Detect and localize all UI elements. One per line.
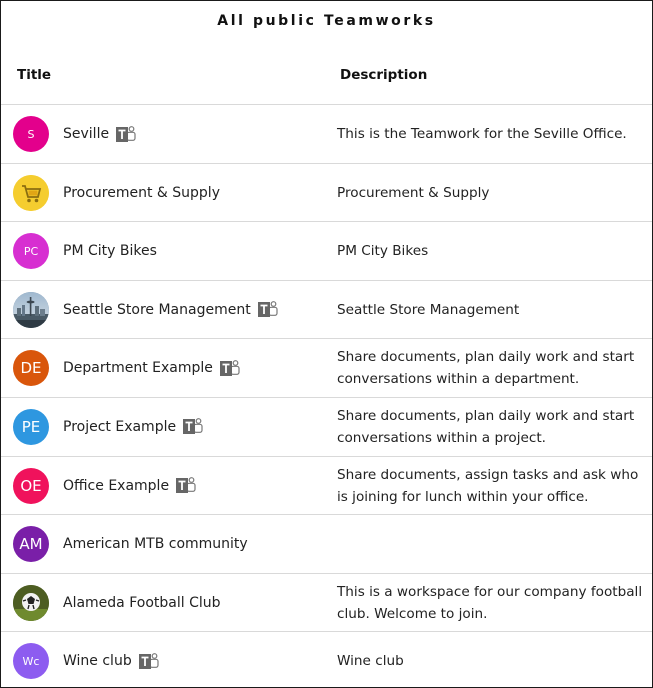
table-row[interactable]: [1, 574, 652, 633]
description-cell: Procurement & Supply: [337, 184, 490, 201]
title-cell: [63, 398, 333, 456]
avatar: PC: [13, 233, 49, 269]
table-row[interactable]: [1, 105, 652, 164]
football-photo-icon: [13, 585, 49, 621]
avatar: AM: [13, 526, 49, 562]
city-photo-icon: [13, 292, 49, 328]
teamwork-title-link[interactable]: Alameda Football Club: [63, 594, 221, 611]
title-cell: [63, 281, 333, 339]
table-row[interactable]: [1, 281, 652, 340]
avatar: S: [13, 116, 49, 152]
column-header-description[interactable]: Description: [340, 67, 428, 83]
table-row[interactable]: [1, 222, 652, 281]
description-cell: Seattle Store Management: [337, 301, 520, 318]
teamwork-title-link[interactable]: American MTB community: [63, 536, 248, 553]
table-row[interactable]: [1, 632, 652, 688]
table-row[interactable]: [1, 398, 652, 457]
table-row[interactable]: [1, 457, 652, 516]
description-cell: Wine club: [337, 653, 404, 670]
microsoft-teams-icon[interactable]: [257, 300, 278, 319]
table-row[interactable]: [1, 515, 652, 574]
microsoft-teams-icon[interactable]: [182, 417, 203, 436]
teamwork-title-link[interactable]: PM City Bikes: [63, 243, 157, 260]
shopping-cart-icon: [13, 175, 49, 211]
table-row[interactable]: [1, 339, 652, 398]
avatar: DE: [13, 350, 49, 386]
title-cell: [63, 515, 333, 573]
description-cell: Share documents, plan daily work and start conversations within a project.: [337, 407, 635, 446]
description-cell: [337, 515, 647, 573]
page-title: All public Teamworks: [217, 13, 436, 29]
avatar: Wc: [13, 643, 49, 679]
teamwork-title-link[interactable]: Wine club: [63, 653, 132, 670]
description-cell: This is a workspace for our company football club. Welcome to join.: [337, 583, 643, 622]
description-cell: Share documents, plan daily work and start conversations within a department.: [337, 349, 635, 388]
teamwork-title-link[interactable]: Department Example: [63, 360, 213, 377]
table-header: [1, 45, 652, 105]
column-header-title[interactable]: Title: [17, 67, 52, 83]
teamwork-title-link[interactable]: Seville: [63, 126, 110, 142]
microsoft-teams-icon[interactable]: [175, 476, 196, 495]
teamwork-title-link[interactable]: Seattle Store Management: [63, 301, 251, 318]
title-cell: [63, 105, 333, 163]
title-cell: [63, 574, 333, 632]
teamwork-title-link[interactable]: Office Example: [63, 477, 170, 494]
title-cell: [63, 164, 333, 222]
description-cell: This is the Teamwork for the Seville Office.: [337, 126, 627, 142]
microsoft-teams-icon[interactable]: [115, 125, 136, 144]
title-cell: [63, 632, 333, 688]
microsoft-teams-icon[interactable]: [219, 359, 240, 378]
title-cell: [63, 339, 333, 397]
teamworks-table-body: [1, 105, 652, 688]
teamwork-title-link[interactable]: Procurement & Supply: [63, 184, 220, 201]
title-cell: [63, 457, 333, 515]
table-row[interactable]: [1, 164, 652, 223]
avatar: OE: [13, 468, 49, 504]
avatar: PE: [13, 409, 49, 445]
description-cell: PM City Bikes: [337, 243, 429, 260]
teamwork-title-link[interactable]: Project Example: [63, 418, 177, 435]
description-cell: Share documents, assign tasks and ask who is joining for lunch within your office.: [337, 466, 639, 505]
microsoft-teams-icon[interactable]: [138, 652, 159, 671]
title-cell: [63, 222, 333, 280]
